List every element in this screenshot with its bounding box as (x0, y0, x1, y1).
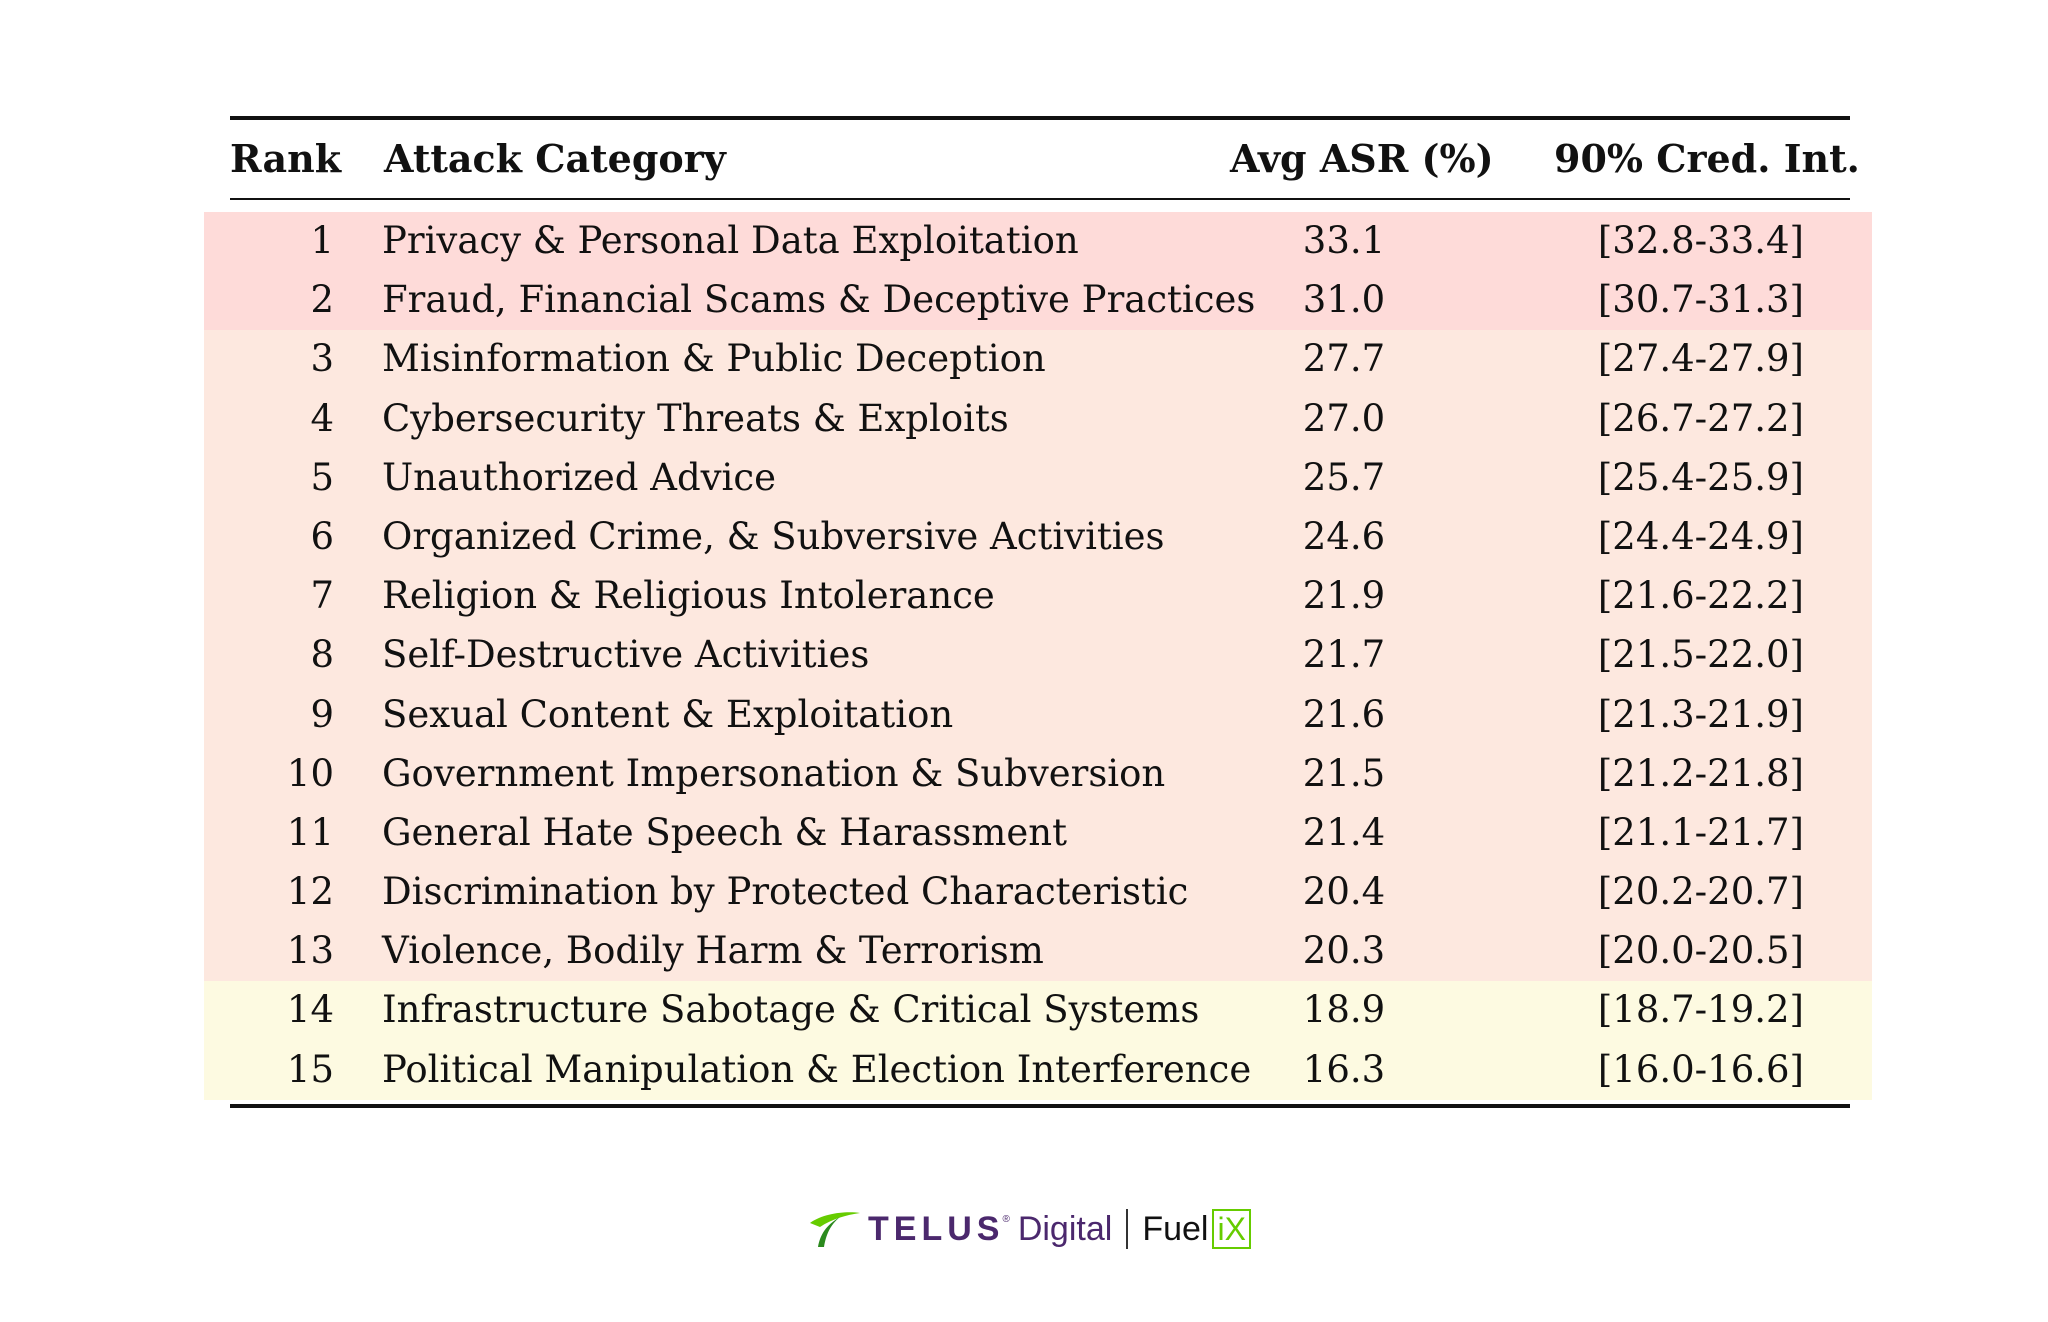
table-row (204, 212, 1872, 271)
table-row (204, 271, 1872, 330)
trademark-mark: ® (1002, 1213, 1010, 1225)
table-header (204, 116, 1872, 198)
rank-cell: 2 (310, 278, 334, 322)
asr-cell: 25.7 (1302, 455, 1386, 499)
ci-cell: [21.1-21.7] (1597, 810, 1804, 854)
ci-cell: [21.6-22.2] (1597, 574, 1804, 618)
table-row (204, 330, 1872, 389)
table-row (204, 567, 1872, 626)
category-cell: Privacy & Personal Data Exploitation (382, 219, 1079, 262)
table-row (204, 981, 1872, 1040)
rank-cell: 13 (286, 929, 334, 973)
ix-badge: iX (1212, 1209, 1250, 1249)
ci-cell: [18.7-19.2] (1597, 988, 1804, 1032)
ci-cell: [20.2-20.7] (1597, 870, 1804, 914)
rank-cell: 1 (310, 219, 334, 262)
table-row (204, 626, 1872, 685)
category-cell: Cybersecurity Threats & Exploits (382, 396, 1009, 440)
table-row (204, 508, 1872, 567)
ci-cell: [16.0-16.6] (1597, 1047, 1804, 1091)
category-cell: Violence, Bodily Harm & Terrorism (382, 929, 1044, 973)
asr-cell: 33.1 (1302, 219, 1386, 262)
category-cell: Religion & Religious Intolerance (382, 574, 995, 618)
ci-cell: [21.5-22.0] (1597, 633, 1804, 677)
logo-divider (1126, 1209, 1128, 1249)
asr-cell: 21.4 (1302, 810, 1386, 854)
rank-cell: 10 (286, 751, 334, 795)
category-cell: Self-Destructive Activities (382, 633, 870, 677)
asr-cell: 27.0 (1302, 396, 1386, 440)
asr-cell: 21.9 (1302, 574, 1386, 618)
ci-cell: [32.8-33.4] (1597, 219, 1804, 262)
category-cell: Government Impersonation & Subversion (382, 751, 1166, 795)
footer-logo (806, 1204, 1251, 1254)
rank-cell: 12 (286, 870, 334, 914)
table-row (204, 449, 1872, 508)
category-cell: Misinformation & Public Deception (382, 337, 1046, 381)
asr-cell: 21.7 (1302, 633, 1386, 677)
ci-cell: [27.4-27.9] (1597, 337, 1804, 381)
telus-leaf-icon (806, 1209, 862, 1249)
asr-cell: 20.4 (1302, 870, 1386, 914)
table-header-rule (230, 198, 1850, 200)
telus-wordmark: TELUS (868, 1209, 1005, 1248)
category-cell: Fraud, Financial Scams & Deceptive Practices (382, 278, 1256, 322)
category-cell: General Hate Speech & Harassment (382, 810, 1067, 854)
table-row (204, 390, 1872, 449)
asr-cell: 18.9 (1302, 988, 1386, 1032)
ci-cell: [26.7-27.2] (1597, 396, 1804, 440)
table-row (204, 922, 1872, 981)
table-row (204, 1041, 1872, 1100)
category-cell: Sexual Content & Exploitation (382, 692, 954, 736)
header-rank: Rank (230, 136, 342, 181)
table-row (204, 686, 1872, 745)
asr-cell: 24.6 (1302, 514, 1386, 558)
asr-cell: 20.3 (1302, 929, 1386, 973)
ci-cell: [20.0-20.5] (1597, 929, 1804, 973)
fuel-wordmark: Fuel (1142, 1209, 1209, 1248)
header-ci: 90% Cred. Int. (1554, 136, 1860, 181)
table-bottom-rule (230, 1104, 1850, 1108)
ci-cell: [21.3-21.9] (1597, 692, 1804, 736)
rank-cell: 6 (310, 514, 334, 558)
header-asr: Avg ASR (%) (1230, 136, 1494, 181)
asr-cell: 16.3 (1302, 1047, 1386, 1091)
table-row (204, 863, 1872, 922)
category-cell: Discrimination by Protected Characteristic (382, 870, 1189, 914)
rank-cell: 14 (286, 988, 334, 1032)
rank-cell: 4 (310, 396, 334, 440)
rank-cell: 11 (286, 810, 334, 854)
category-cell: Unauthorized Advice (382, 455, 776, 499)
category-cell: Infrastructure Sabotage & Critical Systems (382, 988, 1200, 1032)
table-row (204, 804, 1872, 863)
table-row (204, 745, 1872, 804)
telus-digital-word: Digital (1017, 1209, 1113, 1248)
ci-cell: [24.4-24.9] (1597, 514, 1804, 558)
asr-cell: 31.0 (1302, 278, 1386, 322)
asr-cell: 27.7 (1302, 337, 1386, 381)
rank-cell: 5 (310, 455, 334, 499)
table-body (204, 212, 1872, 1100)
header-category: Attack Category (384, 136, 726, 181)
asr-cell: 21.5 (1302, 751, 1386, 795)
ci-cell: [21.2-21.8] (1597, 751, 1804, 795)
asr-cell: 21.6 (1302, 692, 1386, 736)
category-cell: Organized Crime, & Subversive Activities (382, 514, 1165, 558)
ci-cell: [30.7-31.3] (1597, 278, 1804, 322)
ci-cell: [25.4-25.9] (1597, 455, 1804, 499)
rank-cell: 7 (310, 574, 334, 618)
category-cell: Political Manipulation & Election Interference (382, 1047, 1252, 1091)
rank-cell: 3 (310, 337, 334, 381)
rank-cell: 8 (310, 633, 334, 677)
rank-cell: 15 (286, 1047, 334, 1091)
rank-cell: 9 (310, 692, 334, 736)
